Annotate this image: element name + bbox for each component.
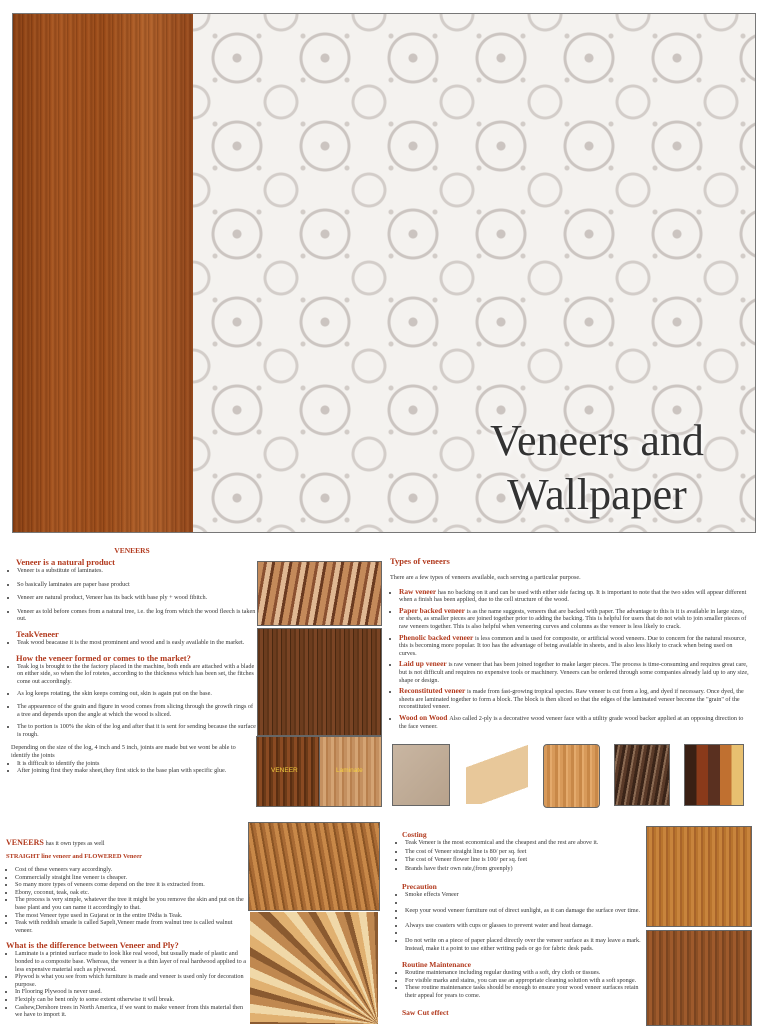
veneer-type-text: is made from fast-growing tropical species. Raw veneer is cut from a log, and dyed if necessary. Once dyed, the sheets are laminated together to form a block. The block is then sliced so that the edges of the laminated veneer become the "grain" of the reconstituted veneer. (399, 688, 744, 711)
bullet-item: • These routine maintenance tasks should be enough to ensure your wood veneer surfaces retain their appeal for years to come. (405, 984, 644, 999)
sub-heading: Precaution (402, 882, 437, 892)
dark-wood-image (257, 628, 382, 736)
joints-paragraph: Depending on the size of the log, 4 inch and 5 inch, joints are made but we wont be able to identify the joints (11, 744, 236, 759)
bullet-item: • As log keeps rotating, the skin keeps coming out, skin is again put on the base. (17, 690, 256, 698)
bullet-item: • In Flooring Plywood is never used. (15, 988, 250, 996)
bullet-item: • Laminate is a printed surface made to look like real wood, but usually made of plastic and bonded to a composite base. Whereas, the veneer is a thin layer of real hardwood applied to a less expensive material such as plywood. (15, 950, 250, 973)
bullets-process (8, 663, 256, 739)
bullet-item: • The to portion is 100% the skin of the log and after that it is sent for sending because the surface is rough. (17, 723, 256, 738)
sub-heading: TeakVeneer (16, 628, 59, 639)
laminate-sample-image (319, 736, 382, 807)
bullets-natural (8, 567, 256, 623)
veneer-swatch-fan-image (248, 822, 380, 911)
veneer-type-text: is less common and is used for composite, or artificial wood veneers. Due to concern for the natural resource, this is becoming more popular. It too has the advantage of being available in sheets, and is also less likely to crack when being used on curves. (399, 634, 746, 657)
veneer-type-name: Reconstituted veneer (399, 686, 468, 696)
bullet-item: • The cost of Veneer flower line is 100/ per sq. feet (405, 856, 644, 864)
veneer-type-item (399, 607, 750, 631)
phenolic-veneer-image (543, 744, 600, 808)
sub-heading: Costing (402, 830, 427, 839)
sub-heading: Saw Cut effect (402, 1007, 449, 1017)
types-intro: There are a few types of veneers available, each serving a particular purpose. (390, 574, 581, 581)
sub-heading: Routine Maintenance (402, 960, 471, 970)
bullet-item: • Teak with reddish smade is called Sapeli,Veneer made from walnut tree is called walnut veneer. (15, 919, 250, 934)
raw-veneer-image (392, 744, 450, 806)
bullet-item: • Commercially straight line veneer is cheaper. (15, 874, 250, 882)
veneer-type-text: is as the name suggests, veneers that are backed with paper. The advantage to this is it is available in large sizes, or sheets, as smaller pieces are joined together prior to adding the backing. This is helpful for users that do not wish to join smaller pieces of raw veneers together. This is also helpful when veneering curves and columns as the veneer is less likely to crack. (399, 607, 747, 630)
bullets-joints (8, 760, 256, 775)
wood-texture-strip (13, 14, 193, 532)
veneer-type-name: Raw veneer (399, 586, 438, 596)
sub-heading: What is the difference between Veneer and Ply? (6, 940, 179, 951)
bullet-item: • Veneer are natural product, Veneer has its back with base ply + wood fibitch. (17, 594, 256, 602)
bullets-costing (396, 839, 644, 872)
veneer-type-name: Wood on Wood (399, 712, 450, 722)
bullets-precaution (396, 891, 644, 952)
veneer-type-name: Phenolic backed veneer (399, 632, 476, 642)
bullet-item (405, 914, 644, 922)
veneer-type-text: has no backing on it and can be used with either side facing up. It is important to note that the two sides will appear different when a finish has been applied, due to the cell structure of the wood. (399, 588, 747, 604)
types-list (390, 588, 750, 731)
veneer-type-item (399, 634, 750, 658)
bullet-item: • Do not write on a piece of paper placed directly over the veneer surface as it may leave a mark. Instead, make it a point to use either writing pads or go for fabric desk pads. (405, 937, 644, 952)
bullets-types (6, 866, 250, 934)
bullet-item: • Keep your wood veneer furniture out of direct sunlight, as it can damage the surface over time. (405, 907, 644, 915)
bullet-item: • So many more types of veneers come depend on the tree it is extracted from. (15, 881, 250, 889)
bullet-item: • It is difficult to identify the joints (17, 760, 256, 768)
bullet-item: • Routine maintenance including regular dusting with a soft, dry cloth or tissues. (405, 969, 644, 977)
sub-heading: How the veneer formed or comes to the market? (16, 652, 191, 663)
veneer-type-item (399, 660, 750, 684)
bullet-item: • Always use coasters with cups or glasses to prevent water and heat damage. (405, 922, 644, 930)
wood-finish-image (646, 930, 752, 1026)
bullet-item: • The process is very simple, whatever the tree it might be you remove the skin and put on the base plant and you can name it accordingly to that. (15, 896, 250, 911)
types-section (390, 556, 750, 733)
bullet-item: • Brands have their own rate,(from greenply) (405, 865, 644, 873)
bullet-item: • So basically laminates are paper base product (17, 581, 256, 589)
bullet-item: • Veneer is a substitute of laminates. (17, 567, 256, 575)
veneers-section (8, 546, 256, 775)
bullet-item: • The most Veneer type used in Gujarat or in the entire INdia is Teak. (15, 912, 250, 920)
bullet-item: • Veneer as told before comes from a natural tree, i.e. the log from which the wood fleech is taken out. (17, 608, 256, 623)
teak-veneer-image (646, 826, 752, 927)
bullet-item: • Teak Veneer is the most economical and the cheapest and the rest are above it. (405, 839, 644, 847)
bullet-item (405, 899, 644, 907)
bullet-item: • Smoke effects Veneer (405, 891, 644, 899)
bullets-teak (8, 639, 256, 647)
cover-title: Veneers and Wallpaper (490, 416, 704, 519)
bullet-item (405, 929, 644, 937)
veneer-type-item (399, 687, 750, 711)
bullet-item: • The appearence of the grain and figure in wood comes from slicing through the growth rings of a tree and depends upon the angle at which the wood is sliced. (17, 703, 256, 718)
veneer-type-name: Laid up veneer (399, 659, 449, 669)
bullet-item: • Ebony, coconut, teak, oak etc. (15, 889, 250, 897)
bullet-item: • The cost of Veneer straight line is 80/ per sq. feet (405, 848, 644, 856)
bullet-item: • Cost of these veneers vary accordingly. (15, 866, 250, 874)
laminate-label: Laminate (336, 767, 363, 774)
cover-slide (12, 13, 756, 533)
bullet-item: • Plywod is what you see from which furniture is made and veneer is used only for decoration purpose. (15, 973, 250, 988)
veneer-label: VENEER (271, 767, 298, 774)
bullets-difference (6, 950, 250, 1018)
section-heading: Types of veneers (390, 556, 450, 566)
reconstituted-veneer-image (684, 744, 744, 806)
sub-heading: Veneer is a natural product (16, 557, 116, 567)
heading-tail: has it own types as well (45, 840, 105, 847)
paper-veneer-roll-image (466, 742, 528, 804)
bullet-item: • After joining first they make sheet,they first stick to the base plan with specific glue. (17, 767, 256, 775)
bullet-item: • Teak wood beacause it is the most prominent and wood and is easly available in the market. (17, 639, 256, 647)
veneer-type-name: Paper backed veneer (399, 605, 467, 615)
costing-section (396, 830, 644, 1017)
veneer-type-item (399, 588, 750, 604)
bullet-item: • Flexiply can be bent only to some extent otherwise it will break. (15, 996, 250, 1004)
veneer-types-section (6, 838, 250, 1019)
veneer-sheets-image (257, 561, 382, 626)
bullets-maintenance (396, 969, 644, 999)
bullet-item: • Teak log is brought to the the factory placed in the machine, both ends are attached with a blade on either side, so when the lof rotetes, according to the thickness which has been set, the fitches come out accordingly. (17, 663, 256, 686)
bullet-item: • Cashew,Dershore trees in North America, if we want to make veneer from this material then we have to import it. (15, 1004, 250, 1019)
laid-up-veneer-image (614, 744, 670, 806)
veneer-type-text: Also called 2-ply is a decorative wood veneer face with a utility grade wood backer applied at an opposing direction to the face veneer. (399, 714, 744, 730)
veneer-sample-image (256, 736, 320, 807)
veneer-samples-fan-image (250, 912, 378, 1024)
section-heading: VENEERS (6, 838, 44, 847)
bullet-item: • For visible marks and stains, you can use an appropriate cleaning solution with a soft sponge. (405, 977, 644, 985)
veneer-type-text: is raw veneer that has been joined together to make larger pieces. The process is time-consuming and requires great care, but is not difficult and requires no expensive tools or machinery. Veneers can be ordered through some companies already laid up to any size, shape or design. (399, 661, 749, 684)
sub-heading: STRAIGHT line veneer and FLOWERED Veneer (6, 853, 142, 860)
veneer-type-item (399, 714, 750, 730)
section-heading: VENEERS (114, 546, 150, 555)
